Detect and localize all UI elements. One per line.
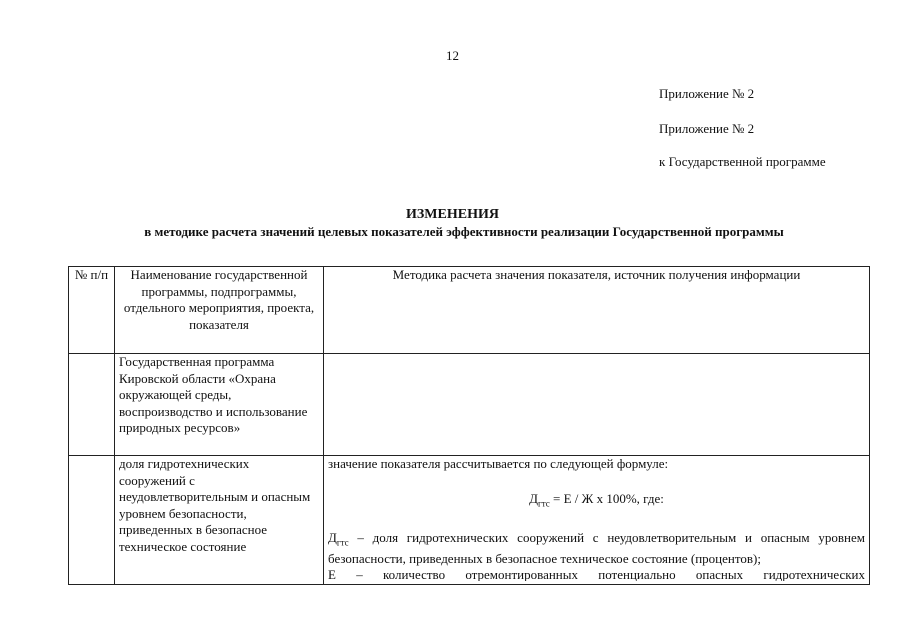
indicator-method-cell [324, 456, 870, 585]
indicator-name-cell: доля гидротехнических сооружений с неудовлетворительным и опасным уровнем безопасности, приведенных в безопасное техническое состояние [115, 456, 324, 585]
table-header-row [69, 267, 870, 354]
header-method: Методика расчета значения показателя, источник получения информации [324, 267, 870, 354]
page-number: 12 [446, 48, 459, 63]
appendix-line-3: к Государственной программе [659, 154, 826, 169]
indicator-number-cell [69, 456, 115, 585]
program-name-cell: Государственная программа Кировской области «Охрана окружающей среды, воспроизводство и использование природных ресурсов» [115, 354, 324, 456]
table-row-indicator [69, 456, 870, 585]
formula-subscript: гтс [538, 498, 550, 509]
definition-1-subscript: гтс [336, 537, 349, 548]
program-method-cell [324, 354, 870, 456]
formula-symbol: Д [529, 490, 539, 506]
appendix-line-1: Приложение № 2 [659, 86, 755, 101]
program-number-cell [69, 354, 115, 456]
document-title: ИЗМЕНЕНИЯ [406, 207, 499, 222]
definition-2: Е – количество отремонтированных потенциально опасных гидротехнических [328, 567, 865, 582]
header-number: № п/п [69, 267, 115, 354]
method-intro: значение показателя рассчитывается по следующей формуле: [328, 456, 669, 471]
definition-1 [328, 530, 865, 568]
appendix-line-2: Приложение № 2 [659, 121, 755, 136]
definition-1-symbol: Д [328, 529, 337, 545]
formula-rest: = Е / Ж х 100%, где: [549, 490, 664, 506]
indicators-table [68, 266, 870, 585]
document-subtitle: в методике расчета значений целевых показателей эффективности реализации Государственной программы [144, 224, 784, 239]
table-row-program [69, 354, 870, 456]
formula [328, 491, 865, 512]
definition-1-text: – доля гидротехнических сооружений с неудовлетворительным и опасным уровнем безопасности, приведенных в безопасное техническое состояние (процентов); [328, 529, 865, 566]
header-name: Наименование государственной программы, подпрограммы, отдельного мероприятия, проекта, показателя [115, 267, 324, 354]
